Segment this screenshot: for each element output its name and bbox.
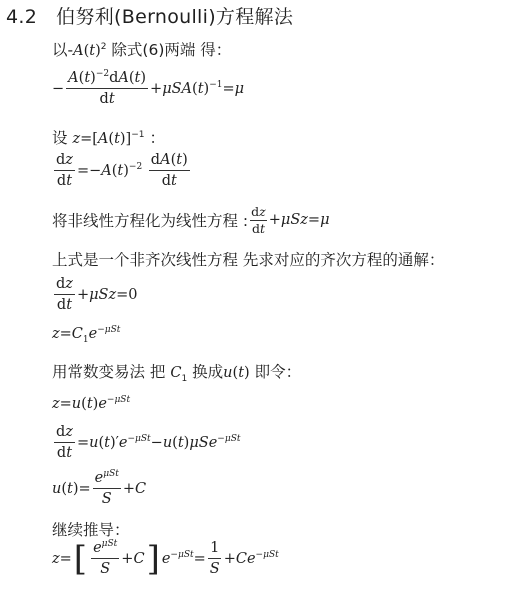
equation-dz-dt: $\frac{dz}{dt}$ $=-A(t)^{-2}$ $\frac{dA(t)}{dt}$ <box>56 152 188 189</box>
step-homogeneous-text: 上式是一个非齐次线性方程 先求对应的齐次方程的通解： <box>52 251 445 269</box>
step-linearize-text: 将非线性方程化为线性方程 : $\frac{dz}{dt}$ +μSz = μ <box>52 204 330 236</box>
section-title: 伯努利(Bernoulli)方程解法 <box>56 6 294 28</box>
section-heading <box>6 2 293 29</box>
equation-divided: − $\frac{A(t)^{-2}dA(t)}{dt}$ $+\mu SA(t)^{-1}=\mu$ <box>52 69 245 107</box>
equation-z-ut: $z=u(t)e^{-\mu St}$ <box>52 395 131 412</box>
step-variation-text: 用常数变易法 把 $C_1$ 换成u(t) 即令： <box>52 363 302 385</box>
step-divide-text: 以$-A(t)^2$ 除式(6)两端 得： <box>52 41 232 59</box>
step-continue-text: 继续推导： <box>52 521 130 539</box>
equation-final: z= [ $\frac{e^{\mu St}}{S}$ +C ] $e^{-\mu St}=$ $\frac{1}{S}$ $+Ce^{-\mu St}$ <box>52 538 279 579</box>
section-number: 4.2 <box>6 6 38 28</box>
step-substitution-text: 设 $z=[A(t)]^{-1}$ ： <box>52 129 165 147</box>
equation-homogeneous: $\frac{dz}{dt}$ +μSz=0 <box>56 276 138 313</box>
equation-ut: u(t)= $\frac{e^{\mu St}}{S}$ +C <box>52 469 147 507</box>
equation-derivative: $\frac{dz}{dt}$ $=u(t)'e^{-\mu St}-u(t)\mu Se^{-\mu St}$ <box>56 424 241 461</box>
fraction: $\frac{A(t)^{-2}dA(t)}{dt}$ <box>68 69 147 107</box>
equation-general-solution: $z=C_1e^{-\mu St}$ <box>52 325 121 345</box>
